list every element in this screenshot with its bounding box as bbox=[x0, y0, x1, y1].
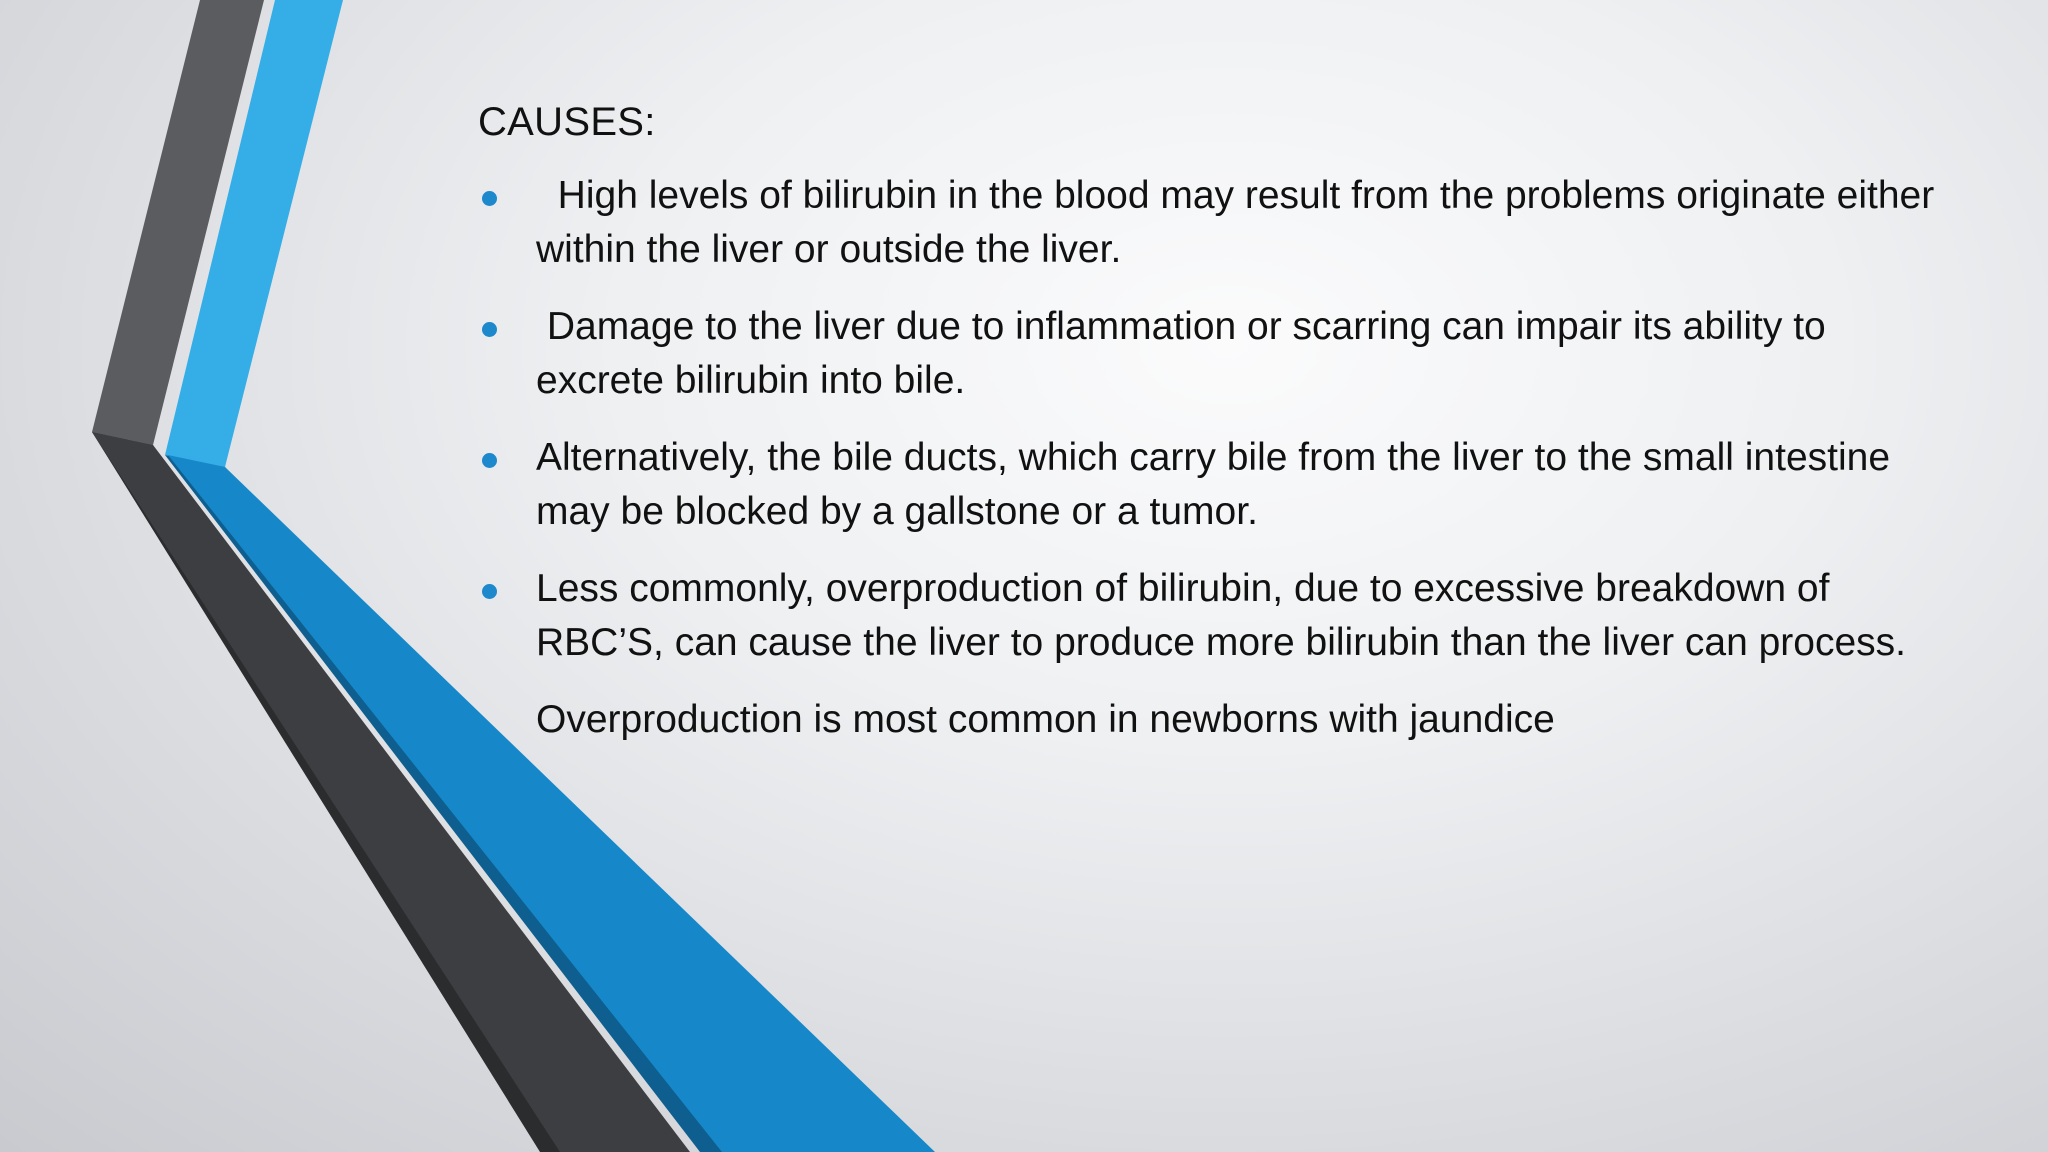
bullet-item-overproduction bbox=[478, 562, 1938, 670]
slide-content bbox=[478, 95, 1946, 747]
bullet-text: Less commonly, overproduction of bilirubin, due to excessive breakdown of RBC’S, can cause the liver to produce more bilirubin than the liver can process. bbox=[536, 567, 1907, 664]
causes-bullet-list bbox=[478, 169, 1946, 670]
bullet-dot-icon bbox=[482, 453, 497, 468]
bullet-text: Damage to the liver due to inflammation or scarring can impair its ability to excrete bilirubin into bile. bbox=[536, 305, 1837, 402]
bullet-text: High levels of bilirubin in the blood may result from the problems originate either within the liver or outside the liver. bbox=[536, 174, 1946, 271]
bullet-dot-icon bbox=[482, 584, 497, 599]
bullet-item-liver-origin bbox=[478, 169, 1946, 277]
bullet-item-liver-damage bbox=[478, 300, 1938, 408]
bullet-item-bile-ducts bbox=[478, 431, 1938, 539]
slide-heading: CAUSES: bbox=[478, 100, 656, 144]
bullet-dot-icon bbox=[482, 191, 497, 206]
bullet-text: Alternatively, the bile ducts, which carry bile from the liver to the small intestine may be blocked by a gallstone or a tumor. bbox=[536, 436, 1891, 533]
newborn-note: Overproduction is most common in newborns with jaundice bbox=[536, 698, 1555, 741]
bullet-dot-icon bbox=[482, 322, 497, 337]
